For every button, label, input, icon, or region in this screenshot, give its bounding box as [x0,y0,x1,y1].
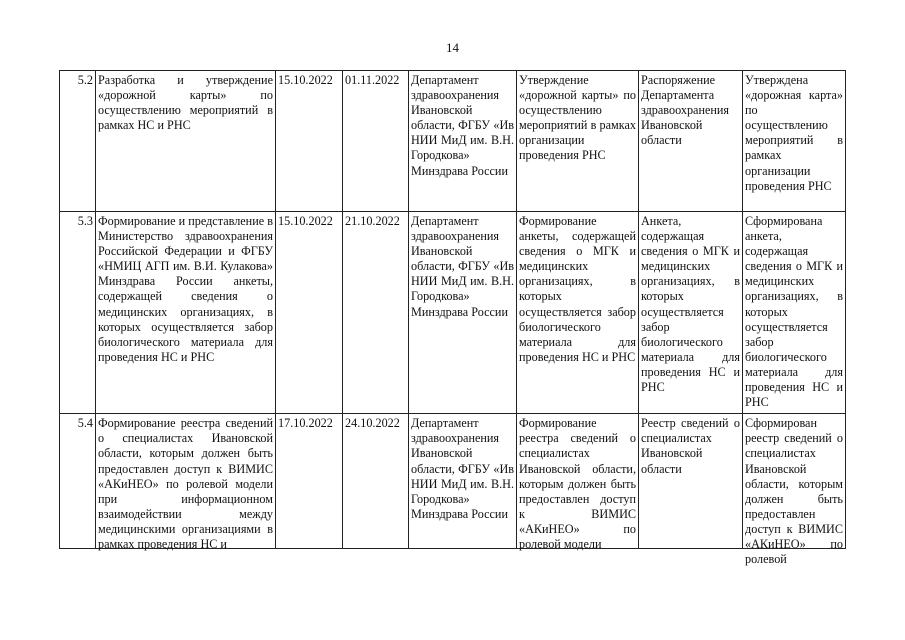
row-number: 5.4 [60,414,96,549]
plan-table [59,70,846,567]
page-number: 14 [446,40,459,55]
indicator-text: Сформирован реестр сведений о специалистах Ивановской области, которым должен быть предоставлен доступ к ВИМИС «АКиНЕО» по ролевой [745,416,843,567]
task-text: Формирование реестра сведений о специалистах Ивановской области, которым должен быть предоставлен доступ к ВИМИС «АКиНЕО» по ролевой модели при информационном взаимодействии между медицинскими организациями в рамках проведения НС и [98,416,273,551]
document-cell: Распоряжение Департамента здравоохранения Ивановской области [639,71,743,212]
indicator-cell: Сформирована анкета, содержащая сведения о МГК и медицинских организациях, в которых осуществляется забор биологического материала для проведения НС и РНС [743,212,846,414]
task-cell: Разработка и утверждение «дорожной карты» по осуществлению мероприятий в рамках НС и РНС [96,71,276,212]
result-cell: Утверждение «дорожной карты» по осуществлению мероприятий в рамках организации проведения РНС [517,71,639,212]
start-date-cell: 17.10.2022 [276,414,343,549]
table-row [60,71,846,212]
task-cell [96,414,276,549]
result-cell [517,414,639,549]
result-text: Формирование реестра сведений о специалистах Ивановской области, которым должен быть предоставлен доступ к ВИМИС «АКиНЕО» по ролевой модели [519,416,636,551]
document-cell: Анкета, содержащая сведения о МГК и медицинских организациях, в которых осуществляется забор биологического материала для проведения НС и РНС [639,212,743,414]
end-date-cell: 24.10.2022 [343,414,409,549]
start-date-cell: 15.10.2022 [276,71,343,212]
responsible-cell: Департамент здравоохранения Ивановской области, ФГБУ «Ив НИИ МиД им. В.Н. Городкова» Минздрава России [409,71,517,212]
result-cell: Формирование анкеты, содержащей сведения о МГК и медицинских организациях, в которых осуществляется забор биологического материала для проведения НС и РНС [517,212,639,414]
document-text: Реестр сведений о специалистах Ивановской области [641,416,740,476]
row-number: 5.2 [60,71,96,212]
responsible-cell [409,414,517,549]
row-number: 5.3 [60,212,96,414]
responsible-text: Департамент здравоохранения Ивановской области, ФГБУ «Ив НИИ МиД им. В.Н. Городкова» Минздрава России [411,416,514,521]
table-row [60,414,846,549]
task-cell: Формирование и представление в Министерство здравоохранения Российской Федерации и ФГБУ «НМИЦ АГП им. В.И. Кулакова» Минздрава России анкеты, содержащей сведения о медицинских организациях, в которых осуществляется забор биологического материала для проведения НС и РНС [96,212,276,414]
document-cell [639,414,743,549]
table-row [60,212,846,414]
responsible-cell: Департамент здравоохранения Ивановской области, ФГБУ «Ив НИИ МиД им. В.Н. Городкова» Минздрава России [409,212,517,414]
end-date-cell: 01.11.2022 [343,71,409,212]
indicator-cell [743,414,846,567]
end-date-cell: 21.10.2022 [343,212,409,414]
start-date-cell: 15.10.2022 [276,212,343,414]
indicator-cell: Утверждена «дорожная карта» по осуществлению мероприятий в рамках организации проведения РНС [743,71,846,212]
